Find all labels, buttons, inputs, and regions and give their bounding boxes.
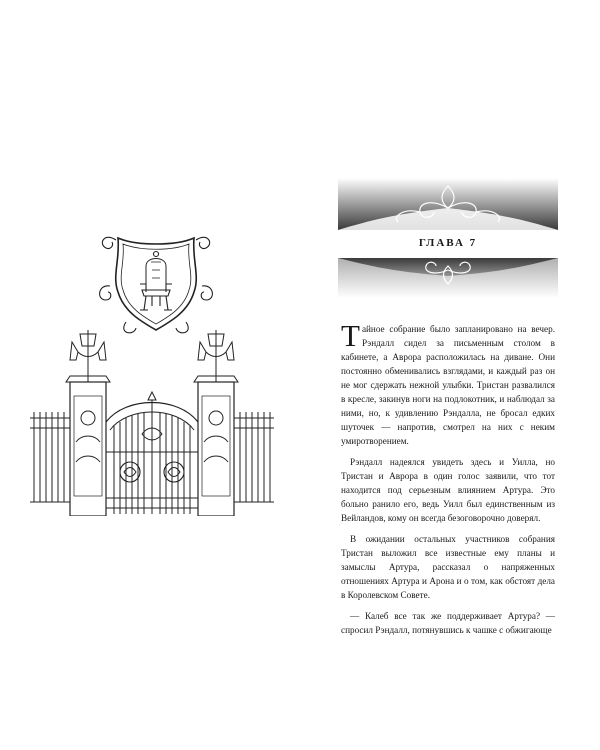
paragraph: В ожидании остальных участников собрания Тристан выложил все известные ему планы и замыслы Артура, рассказал о напряженных отношениях Артура и Арона и о том, как обстоят дела в Королевском Совете. xyxy=(341,534,555,600)
paragraph: Рэндалл надеялся увидеть здесь и Уилла, но Тристан и Аврора в один голос заявили, что тот находится под серьезным влиянием Артура. Это больно ранило его, ведь Уилл был единственным из Вейландов, кому он всегда безоговорочно доверял. xyxy=(341,457,555,523)
paragraph: — Калеб все так же поддерживает Артура? — спросил Рэндалл, потянувшись к чашке с обжигающе xyxy=(341,611,555,635)
floral-flourish-icon xyxy=(338,258,558,298)
chapter-body xyxy=(341,318,555,637)
paragraph xyxy=(341,318,555,448)
drop-cap: Т xyxy=(341,318,360,353)
chapter-title: ГЛАВА 7 xyxy=(418,237,478,249)
paragraph-text: айное собрание было запланировано на вечер. Рэндалл сидел за письменным столом в кабинете, а Аврора расположилась на диване. Они постоянно обменивались взглядами, и каждый раз он не мог сдержать нежной улыбки. Тристан развалился в кресле, закинув ноги на подлокотник, и наблюдал за ними, но, к удивлению Рэндалла, не бросал едких шуточек — напротив, смотрел на них с неким умиротворением. xyxy=(341,324,555,446)
iron-gate-icon xyxy=(30,322,274,516)
floral-flourish-icon xyxy=(338,178,558,230)
